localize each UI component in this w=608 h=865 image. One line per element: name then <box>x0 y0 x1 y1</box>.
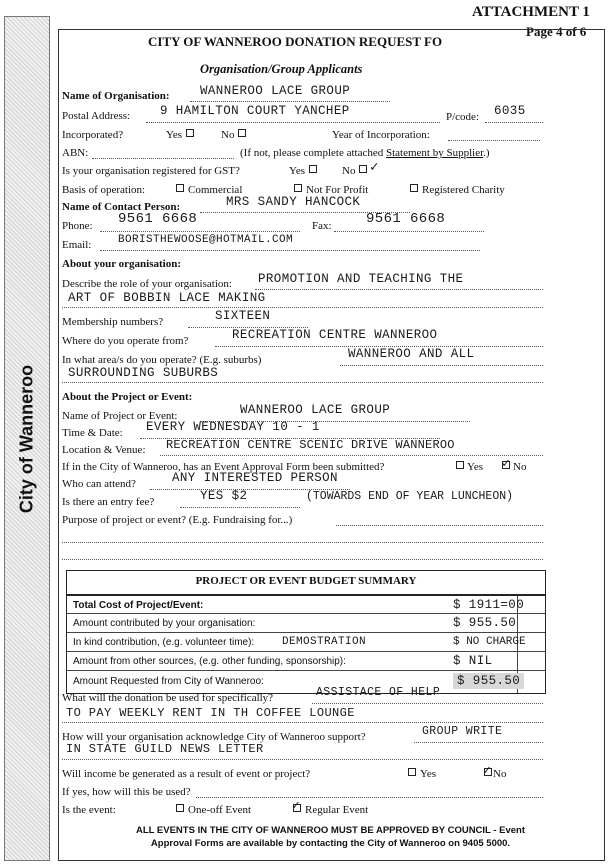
basis-charity-checkbox[interactable] <box>410 184 418 192</box>
budget-table <box>66 570 546 694</box>
fee-value[interactable]: YES $2 <box>200 489 248 503</box>
year-incorp-label: Year of Incorporation: <box>332 129 430 141</box>
purpose-label: Purpose of project or event? (E.g. Fundraising for...) <box>62 514 293 526</box>
income-use-line <box>196 796 543 798</box>
ack-line-1 <box>414 741 543 743</box>
approval-no[interactable] <box>502 456 527 473</box>
contact-value[interactable]: MRS SANDY HANCOCK <box>226 195 361 209</box>
gst-yes[interactable] <box>289 165 317 177</box>
role-line-2 <box>62 306 543 308</box>
location-label: Location & Venue: <box>62 444 146 456</box>
budget-row-contrib <box>67 613 545 633</box>
org-name-label: Name of Organisation: <box>62 90 170 102</box>
email-line <box>100 249 480 251</box>
budget-row-inkind-value[interactable]: $ NO CHARGE <box>453 636 526 648</box>
address-label: Postal Address: <box>62 110 131 122</box>
phone-label: Phone: <box>62 220 93 232</box>
incorporated-yes-label: Yes <box>166 129 183 141</box>
event-regular-tick-icon: ✓ <box>292 798 301 813</box>
phone-line <box>100 230 300 232</box>
approval-yes[interactable] <box>456 461 483 473</box>
donation-use-value-2[interactable]: TO PAY WEEKLY RENT IN TH COFFEE LOUNGE <box>66 706 355 720</box>
budget-row-inkind-note[interactable]: DEMOSTRATION <box>282 636 367 648</box>
approval-no-label: No <box>513 461 527 473</box>
ack-label: How will your organisation acknowledge City of Wanneroo support? <box>62 731 366 743</box>
basis-nfp-label: Not For Profit <box>306 184 369 196</box>
event-one-off[interactable] <box>176 804 251 816</box>
basis-charity[interactable] <box>410 184 505 196</box>
ack-line-2 <box>62 758 543 760</box>
income-yes-checkbox[interactable] <box>408 768 416 776</box>
event-one-off-label: One-off Event <box>188 804 252 816</box>
approval-yes-checkbox[interactable] <box>456 461 464 469</box>
gst-no[interactable] <box>342 160 379 177</box>
income-no[interactable] <box>483 763 507 780</box>
donation-use-value-1[interactable]: ASSISTACE OF HELP <box>316 686 441 699</box>
role-line-1 <box>255 288 543 290</box>
members-value[interactable]: SIXTEEN <box>215 309 271 323</box>
project-name-value[interactable]: WANNEROO LACE GROUP <box>240 403 391 417</box>
pcode-value[interactable]: 6035 <box>494 104 526 118</box>
section-org-heading: Organisation/Group Applicants <box>200 62 363 76</box>
project-name-label: Name of Project or Event: <box>62 410 178 422</box>
address-value[interactable]: 9 HAMILTON COURT YANCHEP <box>160 104 350 118</box>
budget-row-total-value[interactable]: $ 1911=00 <box>453 598 525 612</box>
incorporated-no-checkbox[interactable] <box>238 129 246 137</box>
gst-yes-label: Yes <box>289 165 306 177</box>
event-regular[interactable] <box>292 798 369 816</box>
abn-label: ABN: <box>62 147 89 159</box>
operate-from-label: Where do you operate from? <box>62 335 189 347</box>
budget-row-requested-value[interactable]: $ 955.50 <box>453 673 524 689</box>
budget-row-inkind-label: In kind contribution, (e.g. volunteer time): <box>73 637 255 648</box>
gst-no-tick-icon: ✓ <box>370 160 379 176</box>
event-one-off-checkbox[interactable] <box>176 804 184 812</box>
basis-nfp-checkbox[interactable] <box>294 184 302 192</box>
area-value-2[interactable]: SURROUNDING SUBURBS <box>68 366 219 380</box>
budget-row-contrib-label: Amount contributed by your organisation: <box>73 618 256 629</box>
form-title: CITY OF WANNEROO DONATION REQUEST FO <box>148 34 443 49</box>
pcode-line <box>485 121 543 123</box>
abn-note-post: .) <box>483 147 490 159</box>
area-value-1[interactable]: WANNEROO AND ALL <box>348 347 475 361</box>
abn-line <box>92 157 234 159</box>
location-line <box>160 454 543 456</box>
incorporated-yes[interactable] <box>166 129 194 141</box>
sidebar-title: City of Wanneroo <box>16 364 37 513</box>
budget-row-other <box>67 651 545 671</box>
income-yes-label: Yes <box>420 768 437 780</box>
year-incorp-line <box>448 139 540 141</box>
role-value-2[interactable]: ART OF BOBBIN LACE MAKING <box>68 291 266 305</box>
sidebar-banner <box>4 16 50 861</box>
budget-row-inkind <box>67 632 545 652</box>
operate-from-value[interactable]: RECREATION CENTRE WANNEROO <box>232 328 438 342</box>
fax-label: Fax: <box>312 220 332 232</box>
gst-no-label: No <box>342 165 356 177</box>
abn-note <box>240 147 490 159</box>
budget-row-requested <box>67 670 545 693</box>
income-label: Will income be generated as a result of event or project? <box>62 768 311 780</box>
email-label: Email: <box>62 239 92 251</box>
donation-use-line-2 <box>62 721 543 723</box>
incorporated-yes-checkbox[interactable] <box>186 129 194 137</box>
basis-charity-label: Registered Charity <box>422 184 505 196</box>
attend-value[interactable]: ANY INTERESTED PERSON <box>172 471 338 485</box>
abn-note-pre: (If not, please complete attached <box>240 147 384 159</box>
gst-label: Is your organisation registered for GST? <box>62 165 240 177</box>
approval-no-tick-icon: ✓ <box>502 456 511 471</box>
role-label: Describe the role of your organisation: <box>62 278 232 290</box>
income-yes[interactable] <box>408 768 436 780</box>
basis-label: Basis of operation: <box>62 184 146 196</box>
basis-commercial-checkbox[interactable] <box>176 184 184 192</box>
budget-row-requested-label: Amount Requested from City of Wanneroo: <box>73 676 264 687</box>
time-value[interactable]: EVERY WEDNESDAY 10 - 1 <box>146 420 320 434</box>
donation-use-line-1 <box>312 702 543 704</box>
budget-row-other-label: Amount from other sources, (e.g. other funding, sponsorship): <box>73 656 346 667</box>
event-type-label: Is the event: <box>62 804 116 816</box>
ack-value-1[interactable]: GROUP WRITE <box>422 725 503 738</box>
income-use-label: If yes, how will this be used? <box>62 786 191 798</box>
page-number: Page 4 of 6 <box>526 24 587 39</box>
income-no-label: No <box>493 768 507 780</box>
budget-row-other-value[interactable]: $ NIL <box>453 654 493 668</box>
footer-note <box>60 824 601 850</box>
budget-row-contrib-value[interactable]: $ 955.50 <box>453 616 517 630</box>
phone-value[interactable]: 9561 6668 <box>118 211 198 227</box>
basis-commercial-label: Commercial <box>188 184 243 196</box>
budget-row-total <box>67 594 545 615</box>
area-label: In what area/s do you operate? (E.g. suburbs) <box>62 354 262 366</box>
approval-yes-label: Yes <box>467 461 484 473</box>
purpose-line-1 <box>336 524 543 526</box>
statement-supplier-link[interactable]: Statement by Supplier <box>386 147 484 159</box>
fax-value[interactable]: 9561 6668 <box>366 211 446 227</box>
attachment-label: ATTACHMENT 1 <box>472 4 590 20</box>
fee-label: Is there an entry fee? <box>62 496 155 508</box>
address-line <box>146 121 440 123</box>
contact-label: Name of Contact Person: <box>62 201 181 213</box>
income-no-tick-icon: ✓ <box>483 763 492 778</box>
area-line-2 <box>62 381 543 383</box>
footer-line-1: ALL EVENTS IN THE CITY OF WANNEROO MUST BE APPROVED BY COUNCIL - Event <box>135 825 525 836</box>
org-name-line <box>190 100 390 102</box>
purpose-line-2 <box>62 541 543 543</box>
fee-note[interactable]: (TOWARDS END OF YEAR LUNCHEON) <box>306 490 514 503</box>
approval-label: If in the City of Wanneroo, has an Event Approval Form been submitted? <box>62 461 385 473</box>
members-label: Membership numbers? <box>62 316 164 328</box>
footer-line-2: Approval Forms are available by contacting the City of Wanneroo on 9405 5000. <box>150 838 511 849</box>
org-name-value[interactable]: WANNEROO LACE GROUP <box>200 84 351 98</box>
attend-label: Who can attend? <box>62 478 136 490</box>
incorporated-no[interactable] <box>221 129 246 141</box>
ack-value-2[interactable]: IN STATE GUILD NEWS LETTER <box>66 742 264 756</box>
about-project-heading: About the Project or Event: <box>62 391 193 403</box>
fax-line <box>334 230 484 232</box>
email-value[interactable]: BORISTHEWOOSE@HOTMAIL.COM <box>118 234 294 246</box>
role-value-1[interactable]: PROMOTION AND TEACHING THE <box>258 272 464 286</box>
donation-use-label: What will the donation be used for specifically? <box>62 692 274 704</box>
time-label: Time & Date: <box>62 427 123 439</box>
incorporated-no-label: No <box>221 129 235 141</box>
event-regular-label: Regular Event <box>305 804 369 816</box>
purpose-line-3 <box>62 558 543 560</box>
about-org-heading: About your organisation: <box>62 258 181 270</box>
gst-yes-checkbox[interactable] <box>309 165 317 173</box>
pcode-label: P/code: <box>446 111 479 123</box>
fee-line <box>180 506 300 508</box>
incorporated-label: Incorporated? <box>62 129 124 141</box>
gst-no-checkbox[interactable] <box>359 165 367 173</box>
budget-title: PROJECT OR EVENT BUDGET SUMMARY <box>195 575 417 587</box>
budget-row-total-label: Total Cost of Project/Event: <box>73 600 204 611</box>
area-line-1 <box>340 364 543 366</box>
location-value[interactable]: RECREATION CENTRE SCENIC DRIVE WANNEROO <box>166 438 455 452</box>
